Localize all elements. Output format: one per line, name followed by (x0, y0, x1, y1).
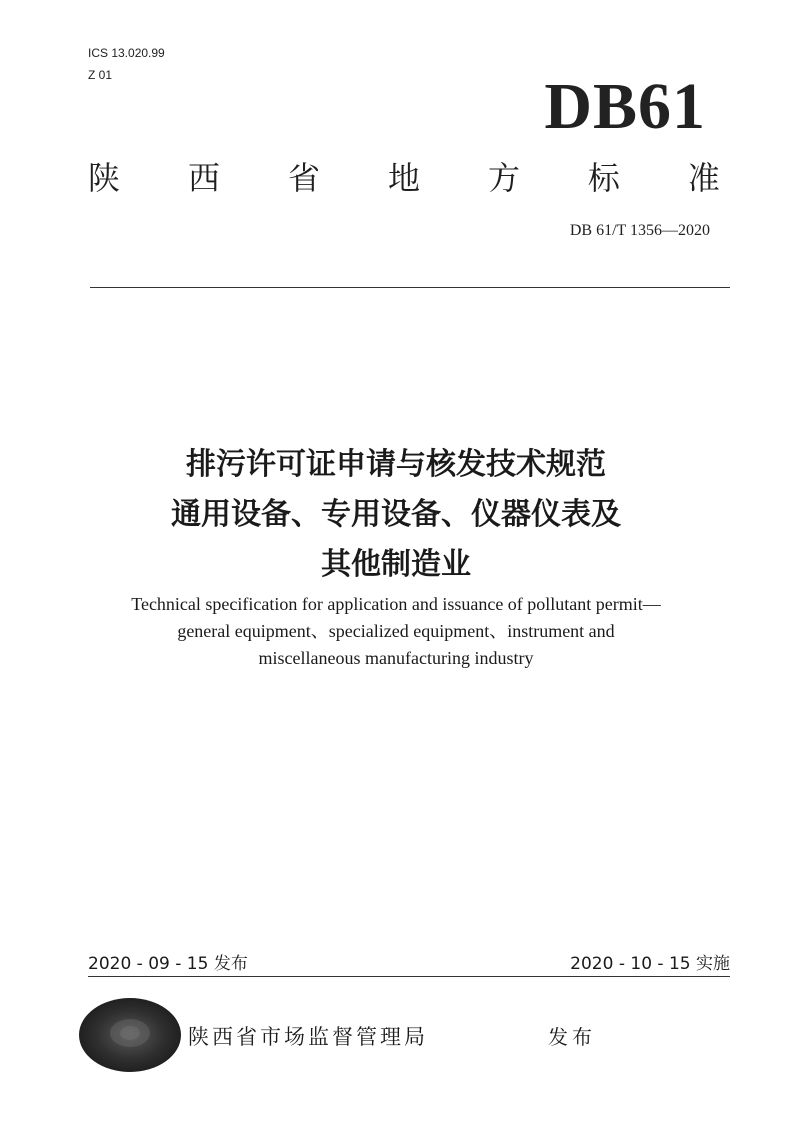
header-divider (90, 287, 730, 288)
english-title-line: miscellaneous manufacturing industry (258, 648, 534, 668)
english-title-line: Technical specification for application and issuance of pollutant permit— (131, 594, 661, 614)
seal-graphic (78, 997, 182, 1073)
standard-type-char: 陕 (88, 159, 121, 197)
ics-code: ICS 13.020.99 (88, 46, 165, 60)
standard-type-char: 西 (187, 159, 220, 197)
chinese-title-line: 通用设备、专用设备、仪器仪表及 (171, 497, 621, 532)
standard-type-char: 地 (387, 159, 420, 197)
standard-number: DB 61/T 1356—2020 (569, 222, 710, 239)
chinese-title-line: 其他制造业 (321, 547, 471, 582)
issue-label: 发布 (548, 1025, 596, 1049)
english-title (0, 591, 792, 672)
chinese-title (0, 440, 792, 590)
english-title-line: general equipment、specialized equipment、instrument and (177, 621, 615, 641)
standard-type-char: 准 (687, 159, 720, 197)
classification-code: Z 01 (88, 68, 113, 82)
standard-type-char: 省 (287, 159, 320, 197)
standard-type (88, 156, 720, 200)
standard-type-char: 标 (587, 159, 620, 197)
classification-codes (88, 42, 165, 86)
standard-mark: DB61 (544, 70, 706, 143)
issuing-authority: 陕西省市场监督管理局 (188, 1025, 428, 1049)
official-seal-icon (78, 997, 182, 1073)
implementation-date: 2020 - 10 - 15 实施 (570, 954, 730, 974)
issue-date: 2020 - 09 - 15 发布 (88, 954, 248, 974)
standard-type-char: 方 (487, 159, 520, 197)
chinese-title-line: 排污许可证申请与核发技术规范 (186, 447, 606, 482)
footer-divider (88, 976, 730, 977)
